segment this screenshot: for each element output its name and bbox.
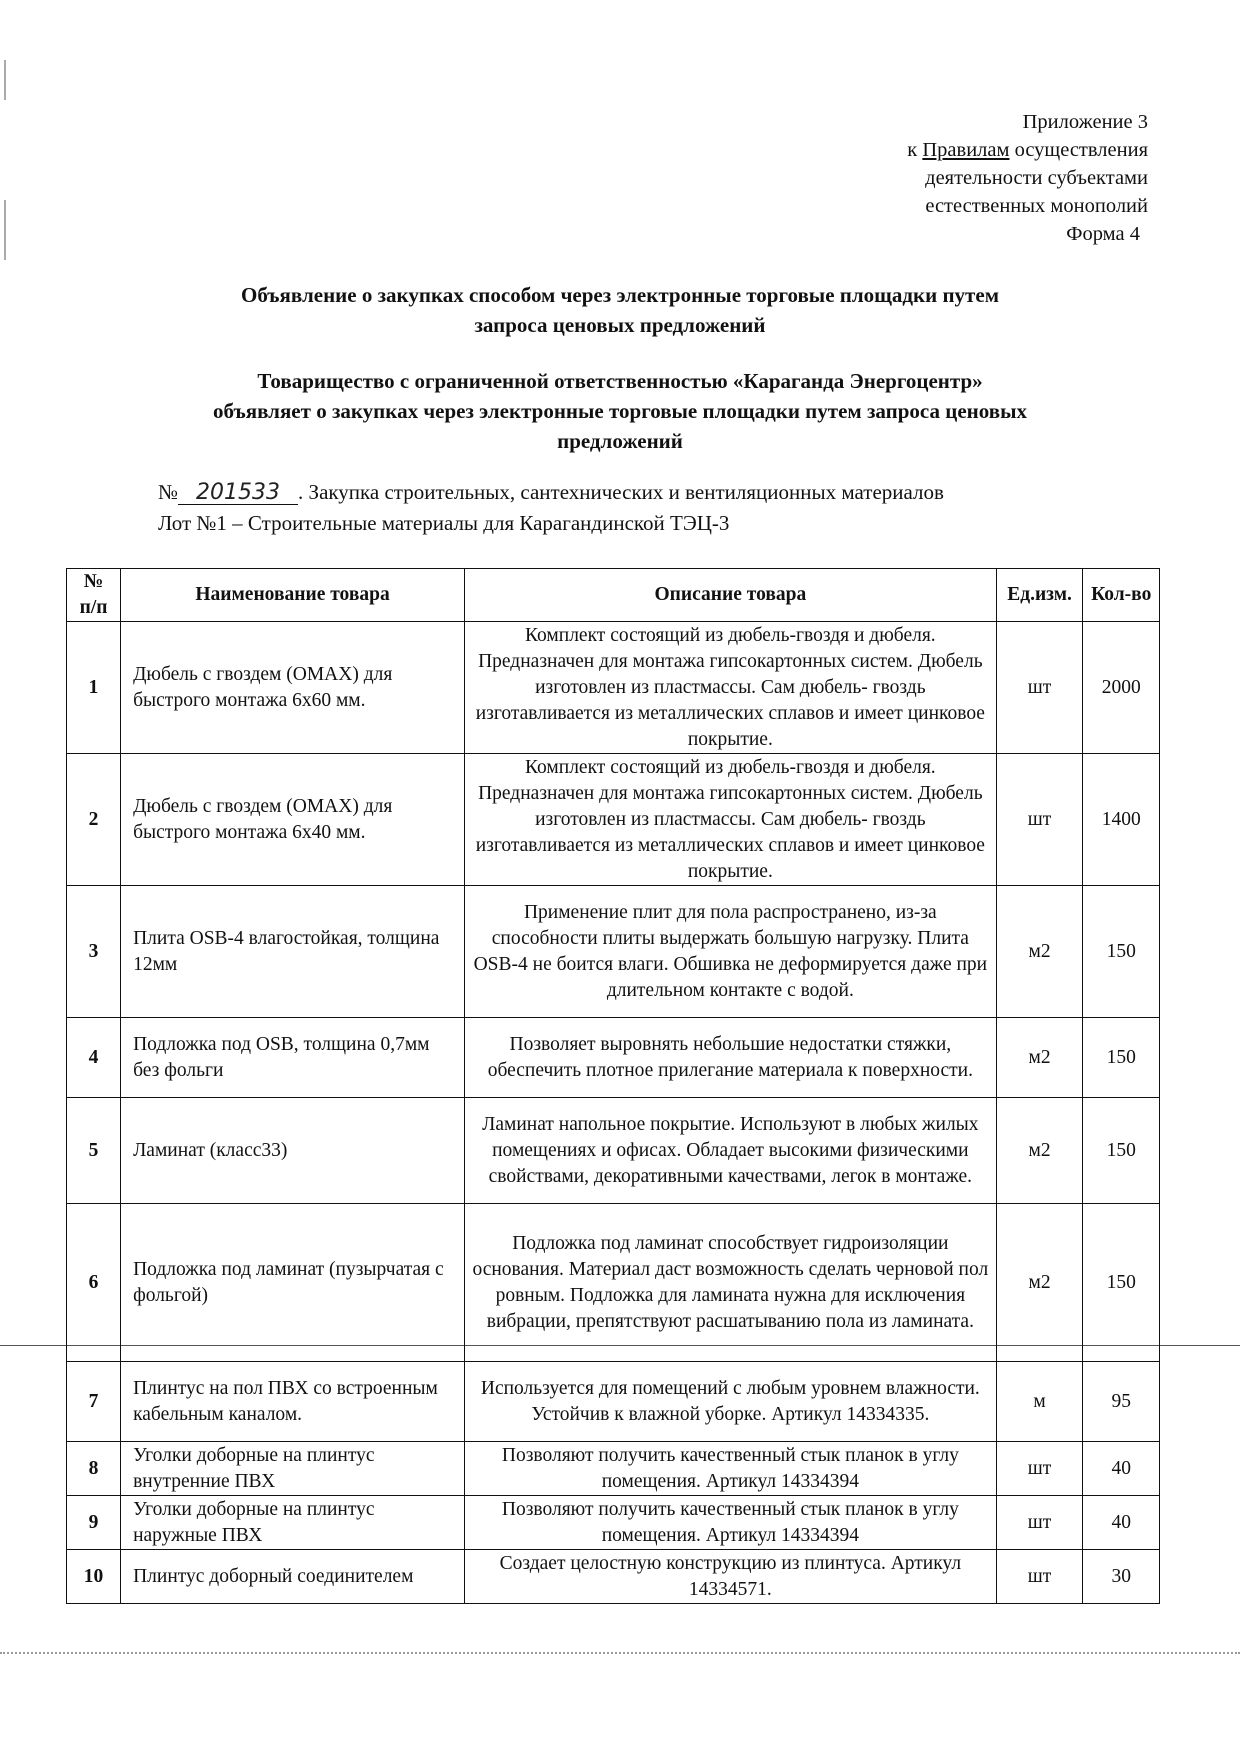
item-unit: м	[996, 1362, 1083, 1442]
row-number: 5	[67, 1098, 121, 1204]
handwritten-procurement-number: 201533	[178, 482, 298, 505]
row-number: 3	[67, 886, 121, 1018]
item-name: Подложка под OSB, толщина 0,7мм без фольги	[121, 1018, 465, 1098]
item-unit: м2	[996, 1204, 1083, 1362]
row-number: 1	[67, 622, 121, 754]
item-description: Применение плит для пола распространено, из-за способности плиты выдержать большую нагрузку. Плита OSB-4 не боится влаги. Обшивка не деформируется даже при длительном контакте с водой.	[465, 886, 997, 1018]
item-description: Позволяет выровнять небольшие недостатки стяжки, обеспечить плотное прилегание материала к поверхности.	[465, 1018, 997, 1098]
item-quantity: 150	[1083, 886, 1160, 1018]
table-header-row	[67, 569, 1160, 622]
procurement-subject: № 201533 . Закупка строительных, сантехнических и вентиляционных материалов	[158, 480, 944, 505]
item-description: Позволяют получить качественный стык планок в углу помещения. Артикул 14334394	[465, 1496, 997, 1550]
table-row	[67, 1442, 1160, 1496]
row-number: 9	[67, 1496, 121, 1550]
item-unit: шт	[996, 1550, 1083, 1604]
item-quantity: 1400	[1083, 754, 1160, 886]
item-quantity: 95	[1083, 1362, 1160, 1442]
table-row	[67, 754, 1160, 886]
item-name: Плинтус доборный соединителем	[121, 1550, 465, 1604]
scan-edge-mark	[4, 60, 6, 100]
table-row	[67, 1018, 1160, 1098]
row-number: 2	[67, 754, 121, 886]
appendix-line: деятельности субъектами	[925, 167, 1148, 189]
item-description: Подложка под ламинат способствует гидроизоляции основания. Материал даст возможность сделать черновой пол ровным. Подложка для ламината нужна для исключения вибрации, препятствуют расшатыванию пола из ламината.	[465, 1204, 997, 1362]
goods-table	[66, 568, 1160, 1604]
item-name: Плита OSB-4 влагостойкая, толщина 12мм	[121, 886, 465, 1018]
item-description: Комплект состоящий из дюбель-гвоздя и дюбеля. Предназначен для монтажа гипсокартонных систем. Дюбель изготовлен из пластмассы. Сам дюбель- гвоздь изготавливается из металлических сплавов и имеет цинковое покрытие.	[465, 622, 997, 754]
table-row	[67, 1362, 1160, 1442]
item-description: Используется для помещений с любым уровнем влажности. Устойчив к влажной уборке. Артикул 14334335.	[465, 1362, 997, 1442]
appendix-line: к Правилам осуществления	[907, 139, 1148, 161]
table-row	[67, 1098, 1160, 1204]
item-name: Плинтус на пол ПВХ со встроенным кабельным каналом.	[121, 1362, 465, 1442]
scan-dotted-line	[0, 1652, 1240, 1654]
item-unit: шт	[996, 1496, 1083, 1550]
item-quantity: 40	[1083, 1442, 1160, 1496]
lot-title: Лот №1 – Строительные материалы для Карагандинской ТЭЦ-3	[158, 511, 730, 535]
item-description: Комплект состоящий из дюбель-гвоздя и дюбеля. Предназначен для монтажа гипсокартонных систем. Дюбель изготовлен из пластмассы. Сам дюбель- гвоздь изготавливается из металлических сплавов и имеет цинковое покрытие.	[465, 754, 997, 886]
item-unit: шт	[996, 622, 1083, 754]
table-row	[67, 1550, 1160, 1604]
header-quantity: Кол-во	[1083, 569, 1160, 622]
row-number: 4	[67, 1018, 121, 1098]
appendix-header	[728, 108, 1148, 248]
item-quantity: 2000	[1083, 622, 1160, 754]
rules-link[interactable]: Правилам	[922, 139, 1010, 161]
form-number: Форма 4	[1066, 223, 1140, 245]
item-name: Ламинат (класс33)	[121, 1098, 465, 1204]
item-quantity: 40	[1083, 1496, 1160, 1550]
item-name: Дюбель с гвоздем (ОМАХ) для быстрого монтажа 6х60 мм.	[121, 622, 465, 754]
appendix-line: естественных монополий	[925, 195, 1148, 217]
appendix-line: Приложение 3	[1022, 111, 1148, 133]
item-description: Создает целостную конструкцию из плинтуса. Артикул 14334571.	[465, 1550, 997, 1604]
item-quantity: 30	[1083, 1550, 1160, 1604]
item-name: Дюбель с гвоздем (ОМАХ) для быстрого монтажа 6х40 мм.	[121, 754, 465, 886]
scan-edge-mark	[4, 200, 6, 260]
row-number: 6	[67, 1204, 121, 1362]
item-unit: шт	[996, 1442, 1083, 1496]
row-number: 10	[67, 1550, 121, 1604]
item-name: Уголки доборные на плинтус внутренние ПВХ	[121, 1442, 465, 1496]
item-description: Ламинат напольное покрытие. Используют в любых жилых помещениях и офисах. Обладает высокими физическими свойствами, декоративными качествами, легок в монтаже.	[465, 1098, 997, 1204]
announcement-title: Объявление о закупках способом через электронные торговые площадки путем запроса ценовых предложений	[241, 283, 999, 337]
table-row	[67, 1204, 1160, 1362]
header-description: Описание товара	[465, 569, 997, 622]
table-row	[67, 622, 1160, 754]
item-description: Позволяют получить качественный стык планок в углу помещения. Артикул 14334394	[465, 1442, 997, 1496]
item-quantity: 150	[1083, 1018, 1160, 1098]
item-unit: м2	[996, 886, 1083, 1018]
item-quantity: 150	[1083, 1204, 1160, 1362]
header-name: Наименование товара	[121, 569, 465, 622]
item-unit: шт	[996, 754, 1083, 886]
row-number: 7	[67, 1362, 121, 1442]
table-row	[67, 1496, 1160, 1550]
header-num: № п/п	[67, 569, 121, 622]
item-unit: м2	[996, 1098, 1083, 1204]
organization-announcement: Товарищество с ограниченной ответственностью «Караганда Энергоцентр» объявляет о закупках через электронные торговые площадки путем запроса ценовых предложений	[213, 369, 1027, 453]
header-unit: Ед.изм.	[996, 569, 1083, 622]
table-row	[67, 886, 1160, 1018]
item-name: Уголки доборные на плинтус наружные ПВХ	[121, 1496, 465, 1550]
item-quantity: 150	[1083, 1098, 1160, 1204]
row-number: 8	[67, 1442, 121, 1496]
item-name: Подложка под ламинат (пузырчатая с фольгой)	[121, 1204, 465, 1362]
item-unit: м2	[996, 1018, 1083, 1098]
